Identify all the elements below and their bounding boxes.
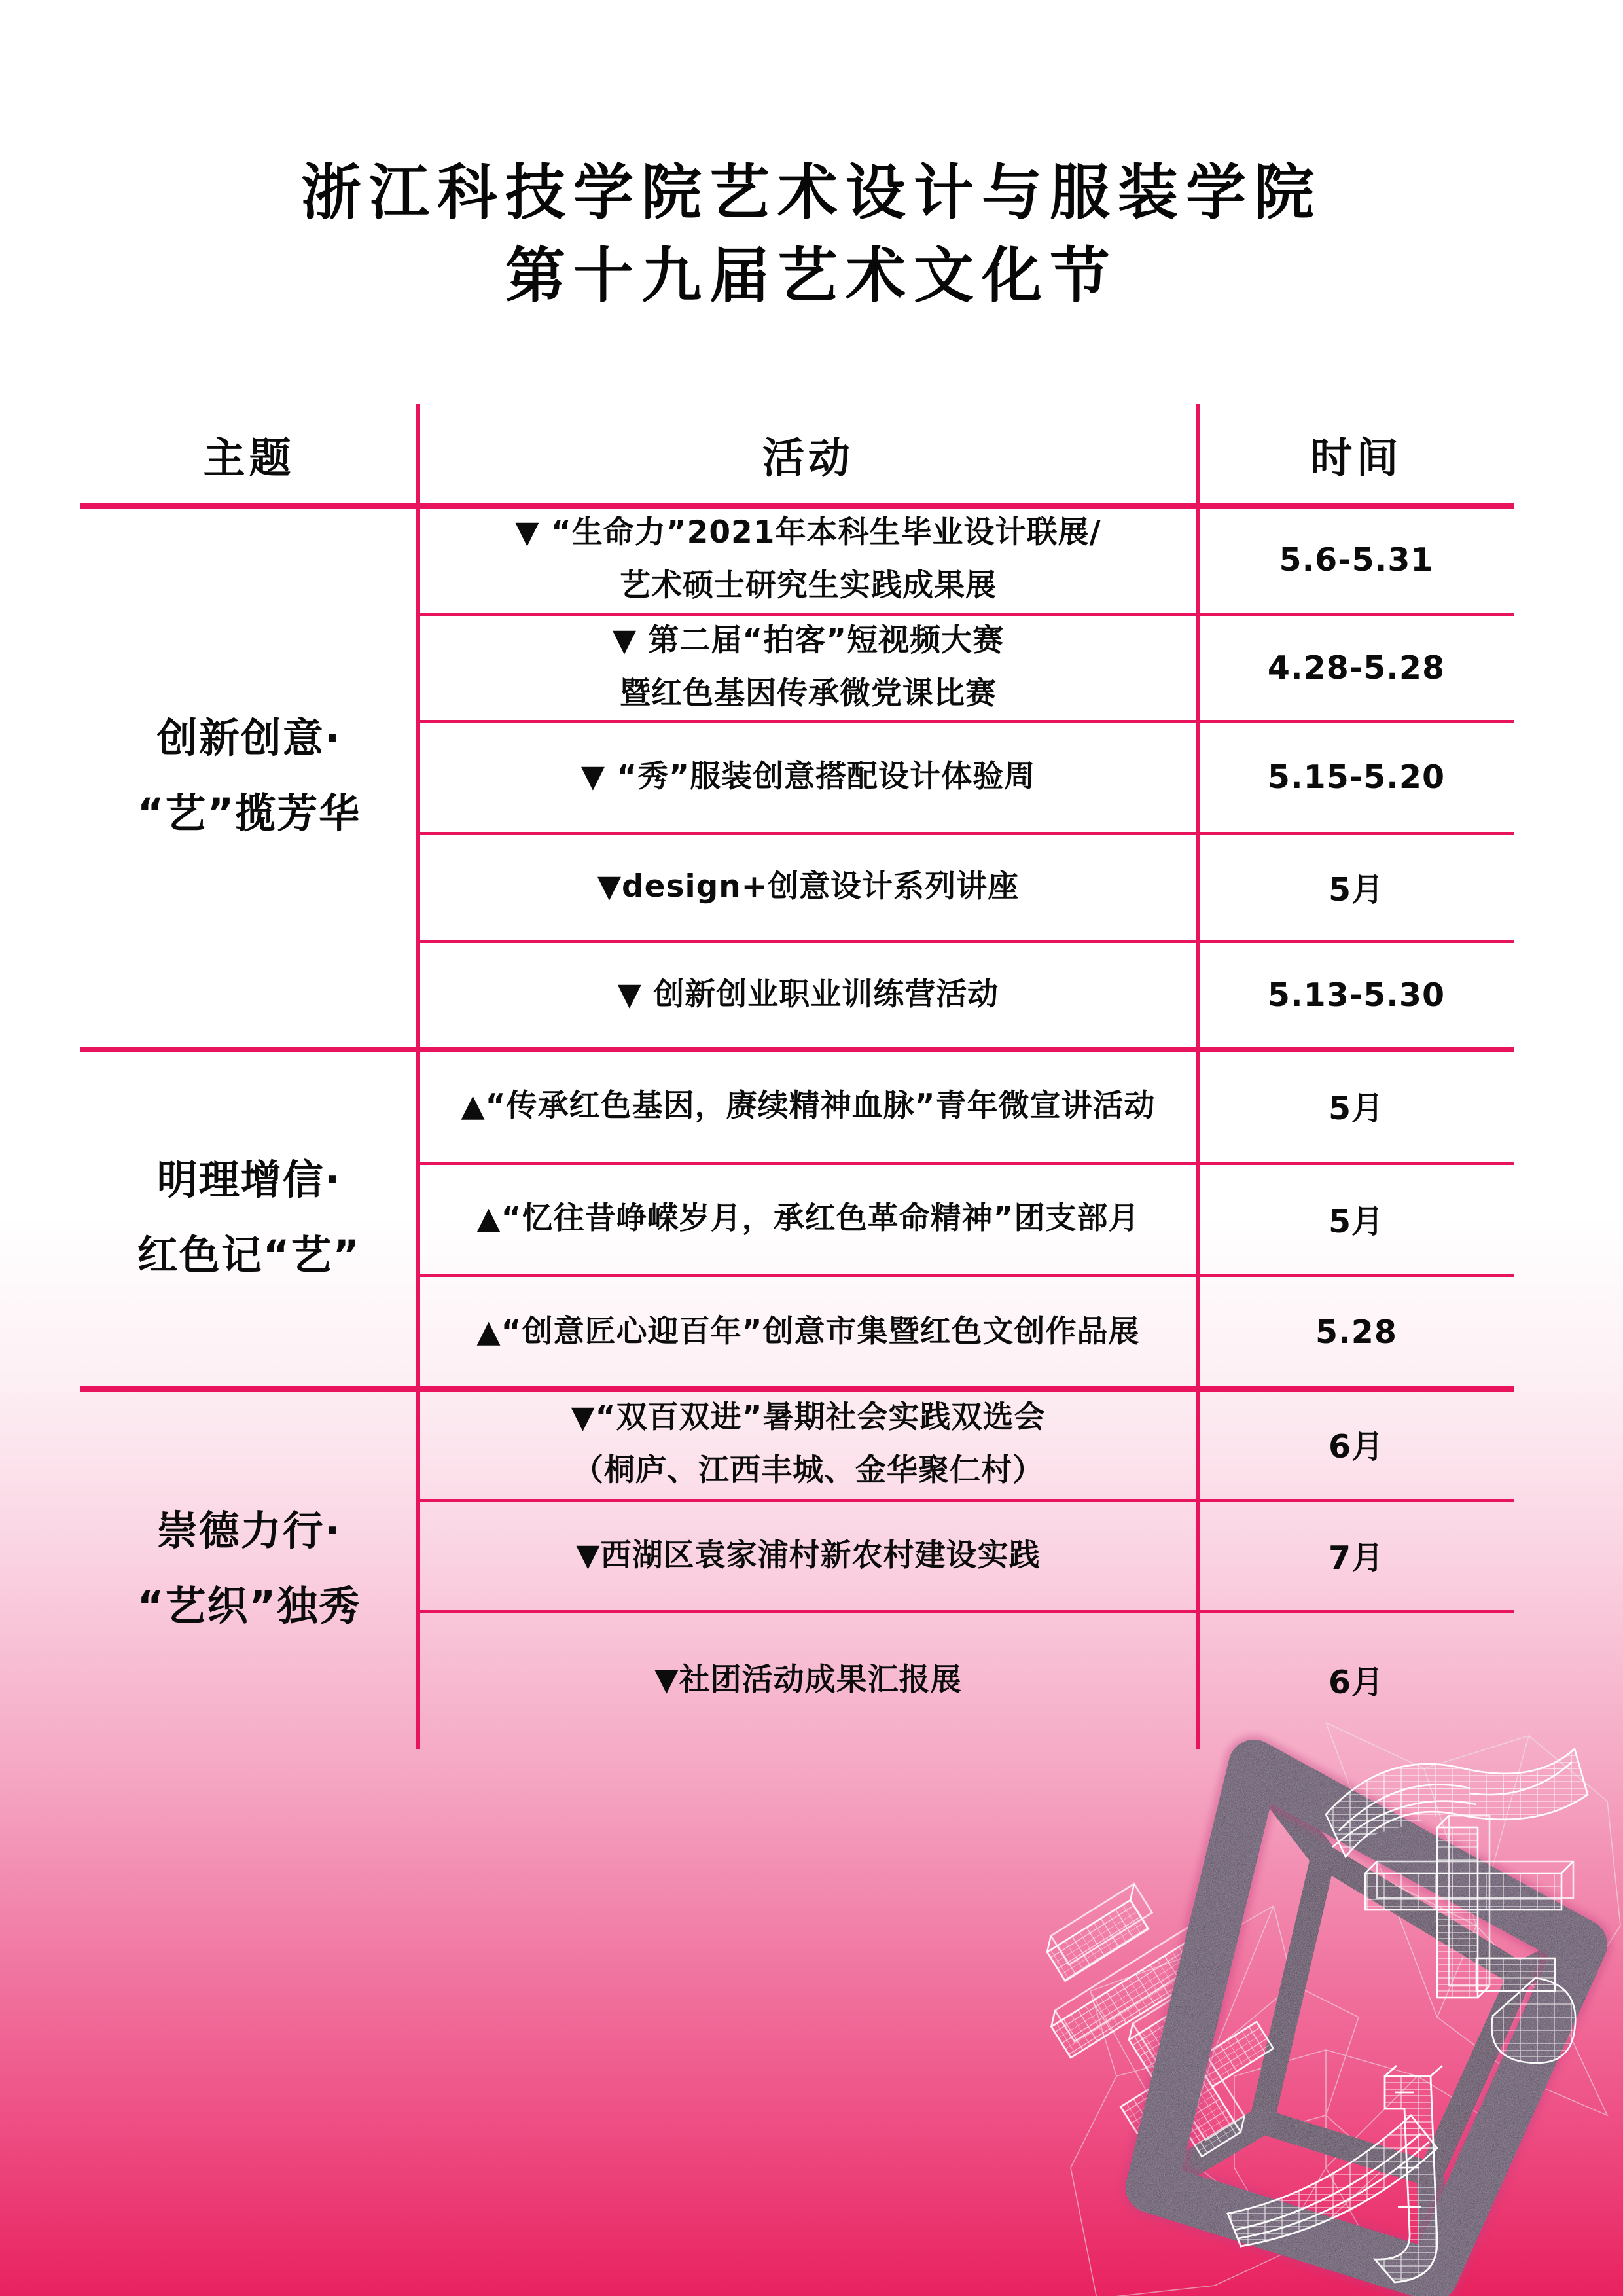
wireframe-glyph-top-right xyxy=(1326,1749,1588,2063)
time-cell-row-7: 5月 xyxy=(1328,1202,1385,1240)
activity-row-2-line-2: 暨红色基因传承微党课比赛 xyxy=(620,675,997,711)
theme-group-1-line-1: 创新创意· xyxy=(156,713,342,762)
table-border-vertical-2 xyxy=(1196,404,1200,1749)
activity-cell-row-8 xyxy=(418,1275,1198,1389)
activity-cell-row-4 xyxy=(418,833,1198,941)
activity-row-7-line-1: ▲“忆往昔峥嵘岁月，承红色革命精神”团支部月 xyxy=(476,1200,1140,1237)
time-cell-row-11: 6月 xyxy=(1328,1664,1385,1701)
theme-cell-group-3 xyxy=(80,1389,418,1749)
activity-row-4-line-1: ▼design+创意设计系列讲座 xyxy=(597,869,1020,905)
column-header-theme: 主题 xyxy=(203,435,295,483)
theme-cell-group-2 xyxy=(80,1049,418,1386)
time-cell-row-10: 7月 xyxy=(1328,1539,1385,1577)
table-border-vertical-1 xyxy=(416,404,420,1749)
column-header-time: 时间 xyxy=(1310,435,1402,483)
time-cell-row-3: 5.15-5.20 xyxy=(1267,759,1446,796)
poster-title xyxy=(0,152,1623,318)
activity-row-1-line-1: ▼ “生命力”2021年本科生毕业设计联展/ xyxy=(515,514,1101,551)
activity-cell-row-10 xyxy=(418,1500,1198,1611)
table-border-row-10 xyxy=(418,1610,1514,1613)
column-header-activity: 活动 xyxy=(762,435,854,483)
table-border-row-6 xyxy=(418,1162,1514,1165)
activity-row-1-line-2: 艺术硕士研究生实践成果展 xyxy=(620,567,997,603)
time-cell-row-1: 5.6-5.31 xyxy=(1279,541,1434,579)
activity-row-5-line-1: ▼ 创新创业职业训练营活动 xyxy=(617,977,999,1013)
time-cell-row-8: 5.28 xyxy=(1315,1313,1397,1351)
time-cell-row-9: 6月 xyxy=(1328,1428,1385,1465)
table-border-row-2 xyxy=(418,720,1514,723)
table-border-row-1 xyxy=(418,613,1514,616)
theme-group-2-line-1: 明理增信· xyxy=(156,1155,342,1204)
activity-cell-row-3 xyxy=(418,721,1198,833)
activity-cell-row-7 xyxy=(418,1163,1198,1275)
activity-row-10-line-1: ▼西湖区袁家浦村新农村建设实践 xyxy=(576,1537,1041,1573)
poster-title-line-1: 浙江科技学院艺术设计与服装学院 xyxy=(300,158,1322,228)
time-cell-row-2: 4.28-5.28 xyxy=(1267,649,1446,687)
table-border-group-1-bottom xyxy=(80,1047,1514,1052)
time-cell-row-5: 5.13-5.30 xyxy=(1267,977,1446,1014)
table-border-header-bottom xyxy=(80,503,1514,509)
activity-cell-row-1 xyxy=(418,505,1198,614)
activity-cell-row-6 xyxy=(418,1049,1198,1163)
activity-cell-row-9 xyxy=(418,1389,1198,1500)
table-border-row-7 xyxy=(418,1274,1514,1277)
activity-cell-row-5 xyxy=(418,941,1198,1049)
schedule-table xyxy=(80,404,1514,1749)
theme-group-1-line-2: “艺”揽芳华 xyxy=(137,789,361,837)
activity-row-9-line-1: ▼“双百双进”暑期社会实践双选会 xyxy=(571,1399,1046,1436)
activity-row-8-line-1: ▲“创意匠心迎百年”创意市集暨红色文创作品展 xyxy=(476,1313,1140,1350)
time-cell-row-6: 5月 xyxy=(1328,1090,1385,1127)
activity-cell-row-2 xyxy=(418,614,1198,721)
wireframe-cube-graphic xyxy=(1018,1710,1623,2296)
theme-group-3-line-1: 崇德力行· xyxy=(156,1507,342,1555)
table-border-row-3 xyxy=(418,832,1514,835)
activity-row-9-line-2: （桐庐、江西丰城、金华聚仁村） xyxy=(573,1452,1044,1488)
table-border-row-9 xyxy=(418,1499,1514,1502)
theme-group-2-line-2: 红色记“艺” xyxy=(137,1230,361,1279)
activity-row-11-line-1: ▼社团活动成果汇报展 xyxy=(654,1661,962,1698)
activity-row-3-line-1: ▼ “秀”服装创意搭配设计体验周 xyxy=(580,759,1036,795)
theme-cell-group-1 xyxy=(80,505,418,1047)
time-cell-row-4: 5月 xyxy=(1328,870,1385,908)
activity-row-2-line-1: ▼ 第二届“拍客”短视频大赛 xyxy=(612,622,1005,659)
theme-group-3-line-2: “艺织”独秀 xyxy=(137,1582,361,1630)
table-border-group-2-bottom xyxy=(80,1386,1514,1392)
activity-row-6-line-1: ▲“传承红色基因，赓续精神血脉”青年微宣讲活动 xyxy=(461,1087,1156,1124)
table-border-row-4 xyxy=(418,940,1514,943)
poster-title-line-2: 第十九届艺术文化节 xyxy=(505,240,1118,311)
